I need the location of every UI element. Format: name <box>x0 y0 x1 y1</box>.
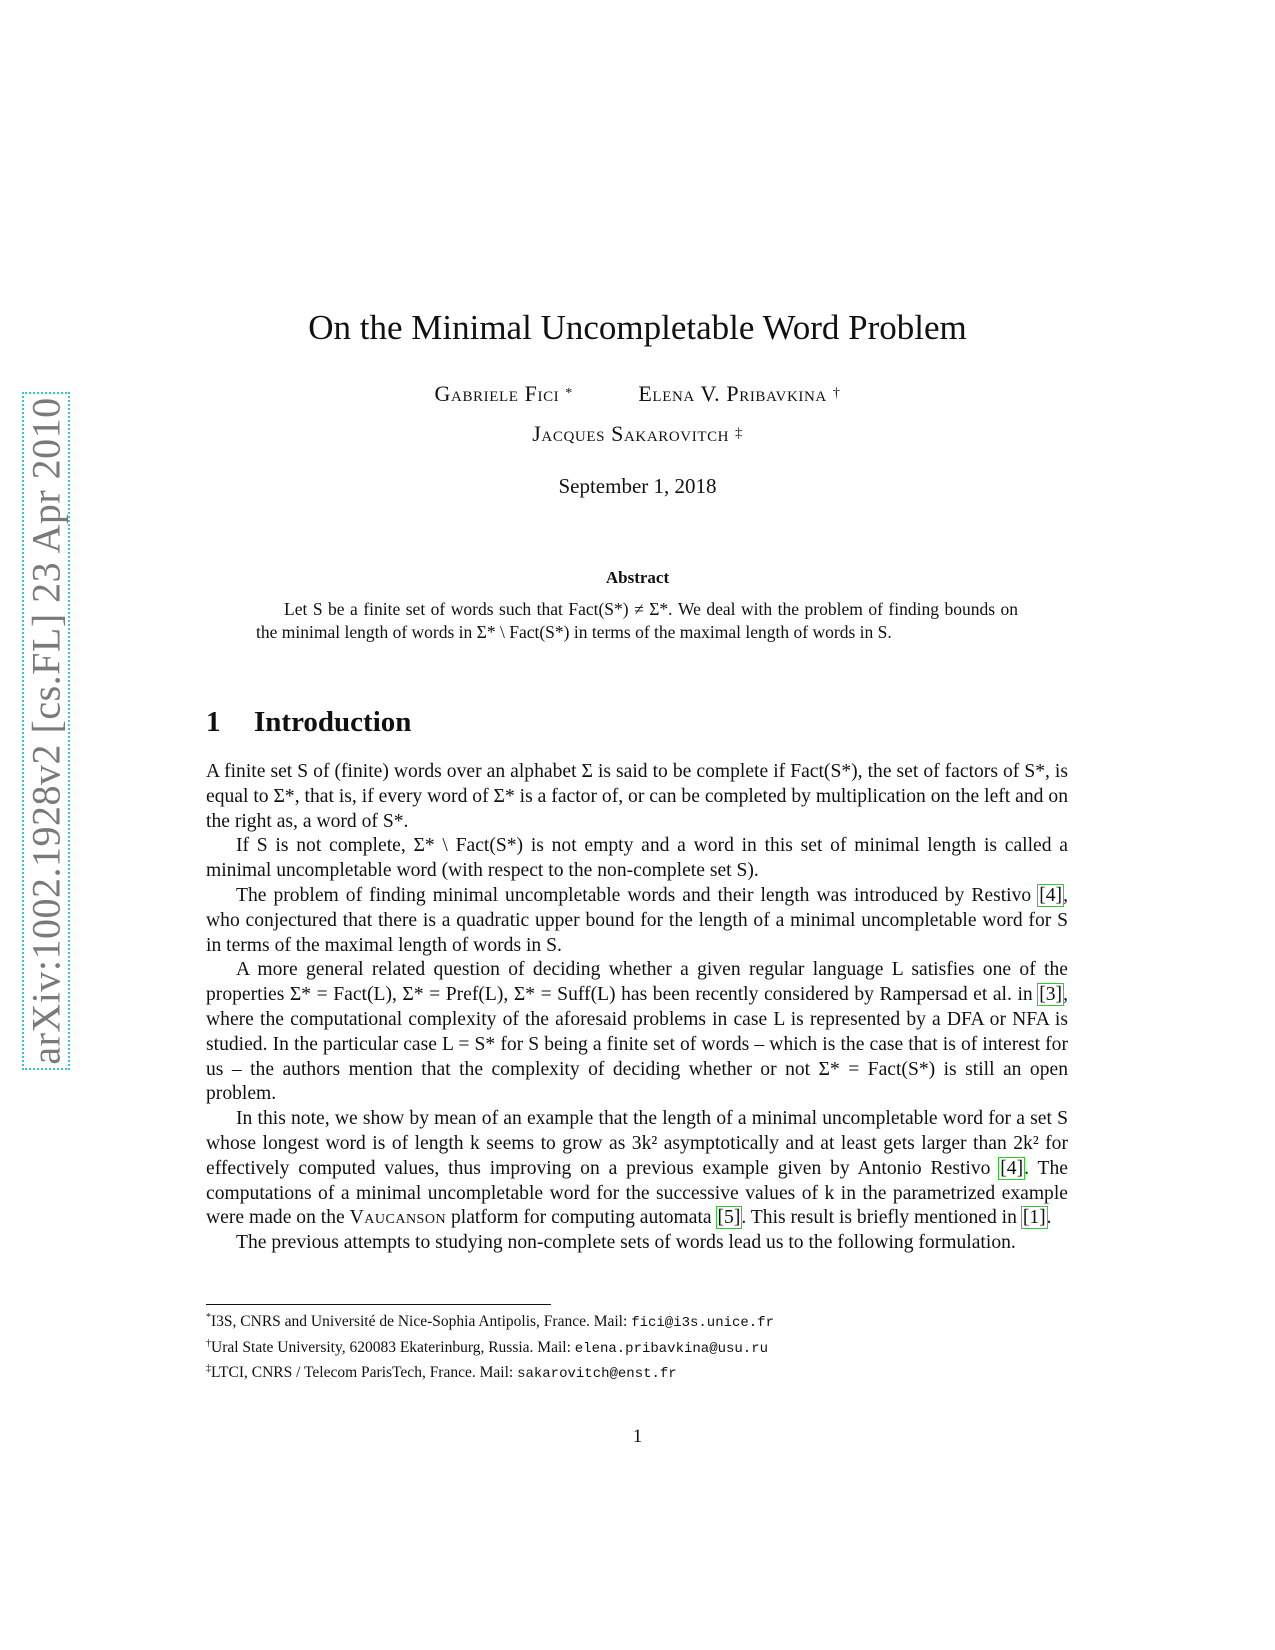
arxiv-identifier: arXiv:1002.1928v2 [cs.FL] 23 Apr 2010 <box>23 397 69 1065</box>
page-number: 1 <box>632 1426 643 1447</box>
abstract-text: Let S be a finite set of words such that Fact(S*) ≠ Σ*. We deal with the problem of finding bounds on the minimal length of words in Σ* \ Fact(S*) in terms of the maximal length of words in S. <box>256 599 1018 642</box>
citation-4[interactable]: [4] <box>1039 884 1063 906</box>
authors-row-1 <box>0 380 1275 408</box>
footnote-2: †Ural State University, 620083 Ekaterinburg, Russia. Mail: elena.pribavkina@usu.ru <box>206 1337 768 1357</box>
footnote-rule <box>206 1304 551 1305</box>
author-3: Jacques Sakarovitch ‡ <box>532 421 743 446</box>
footnote-1: *I3S, CNRS and Université de Nice-Sophia Antipolis, France. Mail: fici@i3s.unice.fr <box>206 1312 775 1332</box>
citation-4-second[interactable]: [4] <box>1000 1157 1024 1179</box>
author-1: Gabriele Fici * <box>434 381 573 406</box>
abstract-heading: Abstract <box>605 568 670 587</box>
citation-3[interactable]: [3] <box>1039 984 1063 1006</box>
authors-row-2 <box>0 420 1275 448</box>
email-link-2[interactable]: elena.pribavkina@usu.ru <box>574 1340 768 1357</box>
paragraph-4: A more general related question of deciding whether a given regular language L satisfies one of the properties Σ* = Fact(L), Σ* = Pref(L), Σ* = Suff(L) has been recently considered by Rampersad et al. in [3], where the computational complexity of the aforesaid problems in case L is represented by a DFA or NFA is studied. In the particular case L = S* for S being a finite set of words – which is the case that is of interest for us – the authors mention that the complexity of deciding whether or not Σ* = Fact(S*) is still an open problem. <box>206 959 1068 1105</box>
footnotes <box>206 1308 1086 1385</box>
paragraph-1: A finite set S of (finite) words over an alphabet Σ is said to be complete if Fact(S*), the set of factors of S*, is equal to Σ*, that is, if every word of Σ* is a factor of, or can be completed by multiplication on the left and on the right as, a word of S*. <box>206 761 1068 832</box>
footnote-3: ‡LTCI, CNRS / Telecom ParisTech, France. Mail: sakarovitch@enst.fr <box>206 1363 677 1383</box>
paragraph-5: In this note, we show by mean of an example that the length of a minimal uncompletable word for a set S whose longest word is of length k seems to grow as 3k² asymptotically and at least gets larger than 2k² for effectively computed values, thus improving on a previous example given by Antonio Restivo [4]. The computations of a minimal uncompletable word for the successive values of k in the parametrized example were made on the Vaucanson platform for computing automata [5]. This result is briefly mentioned in [1]. <box>206 1108 1068 1229</box>
section-number: 1 <box>206 706 221 738</box>
section-heading <box>206 706 411 739</box>
paragraph-2: If S is not complete, Σ* \ Fact(S*) is not empty and a word in this set of minimal length is called a minimal uncompletable word (with respect to the non-complete set S). <box>206 835 1068 882</box>
paragraph-6: The previous attempts to studying non-complete sets of words lead us to the following formulation. <box>236 1232 1016 1254</box>
email-link-3[interactable]: sakarovitch@enst.fr <box>517 1366 677 1383</box>
paper-title: On the Minimal Uncompletable Word Problem <box>308 308 967 347</box>
citation-5[interactable]: [5] <box>717 1207 741 1229</box>
email-link-1[interactable]: fici@i3s.unice.fr <box>631 1315 775 1332</box>
section-title: Introduction <box>254 706 412 738</box>
citation-1[interactable]: [1] <box>1022 1207 1046 1229</box>
body-text <box>206 760 1068 1256</box>
paper-date: September 1, 2018 <box>558 474 717 498</box>
paragraph-3: The problem of finding minimal uncompletable words and their length was introduced by Restivo [4], who conjectured that there is a quadratic upper bound for the length of a minimal uncompletable word for S in terms of the maximal length of words in S. <box>206 884 1068 956</box>
author-2: Elena V. Pribavkina † <box>638 381 841 406</box>
